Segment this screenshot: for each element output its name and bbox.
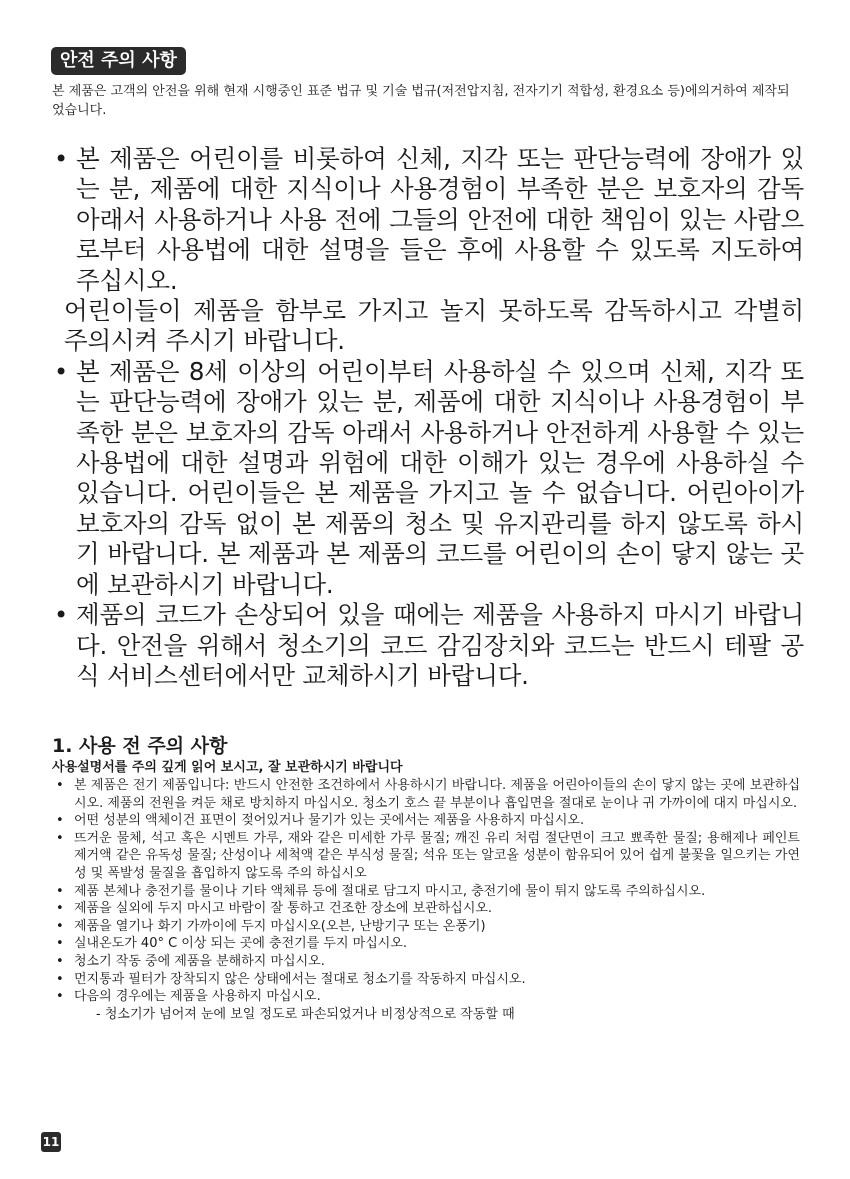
bullet-icon: • — [56, 830, 64, 846]
bullet-icon: • — [54, 357, 68, 386]
list-item — [52, 900, 800, 918]
section-title: 1. 사용 전 주의 사항 — [52, 735, 228, 757]
bullet-text: 본 제품은 8세 이상의 어린이부터 사용하실 수 있으며 신체, 지각 또는 판단능력에 장애가 있는 분, 제품에 대한 지식이나 사용경험이 부족한 분은 보호자의 감독 아래서 사용하거나 안전하게 사용할 수 있는 사용법에 대한 설명과 위험에 대한 이해가 있는 경우에 사용하실 수 있습니다. 어린이들은 본 제품을 가지고 놀 수 없습니다. 어린아이가 보호자의 감독 없이 본 제품의 청소 및 유지관리를 하지 않도록 하시기 바랍니다. 본 제품과 본 제품의 코드를 어린이의 손이 닿지 않는 곳에 보관하시기 바랍니다. — [76, 356, 804, 599]
bullet-icon: • — [56, 953, 64, 969]
item-text: 뜨거운 물체, 석고 혹은 시멘트 가루, 재와 같은 미세한 가루 물질; 깨진 유리 처럼 절단면이 크고 뾰족한 물질; 용해제나 페인트 제거액 같은 유독성 물질; 산성이나 세척액 같은 부식성 물질; 석유 또는 알코올 성분이 함유되어 있어 쉽게 불꽃을 일으키는 가연성 및 폭발성 물질을 흡입하지 않도록 주의 하십시오 — [74, 830, 800, 881]
bullet-icon: • — [56, 778, 64, 793]
bullet-text: 제품의 코드가 손상되어 있을 때에는 제품을 사용하지 마시기 바랍니다. 안전을 위해서 청소기의 코드 감김장치와 코드는 반드시 테팔 공식 서비스센터에서만 교체하시기 바랍니다. — [76, 600, 804, 690]
list-item — [52, 830, 800, 883]
bullet-icon: • — [56, 971, 64, 987]
item-text: 실내온도가 40° C 이상 되는 곳에 충전기를 두지 마십시오. — [74, 936, 408, 952]
bullet-text: 본 제품은 어린이를 비롯하여 신체, 지각 또는 판단능력에 장애가 있는 분, 제품에 대한 지식이나 사용경험이 부족한 분은 보호자의 감독 아래서 사용하거나 사용 전에 그들의 안전에 대한 책임이 있는 사람으로부터 사용법에 대한 설명을 들은 후에 사용할 수 있도록 지도하여 주십시오. — [76, 144, 804, 295]
intro-paragraph: 본 제품은 고객의 안전을 위해 현재 시행중인 표준 법규 및 기술 법규(저전압지침, 전자기기 적합성, 환경요소 등)에의거하여 제작되었습니다. — [52, 84, 790, 118]
list-item — [52, 935, 800, 953]
list-item — [52, 918, 800, 936]
bullet-icon: • — [56, 918, 64, 934]
item-text: 본 제품은 전기 제품입니다: 반드시 안전한 조건하에서 사용하시기 바랍니다. 제품을 어린아이들의 손이 닿지 않는 곳에 보관하십시오. 제품의 전원을 켜둔 채로 방치하지 마십시오. 청소기 호스 끝 부분이나 흡입면을 절대로 눈이나 귀 가까이에 대지 마십시오. — [74, 778, 800, 811]
list-item — [52, 357, 804, 600]
item-text: 제품을 열기나 화기 가까이에 두지 마십시오(오븐, 난방기구 또는 온풍기) — [74, 918, 486, 934]
list-item — [52, 144, 804, 357]
bullet-icon: • — [56, 901, 64, 917]
item-text: 제품을 실외에 두지 마시고 바람이 잘 통하고 건조한 장소에 보관하십시오. — [74, 901, 493, 917]
item-text: 어떤 성분의 액체이건 표면이 젖어있거나 물기가 있는 곳에서는 제품을 사용하지 마십시오. — [74, 813, 585, 829]
bullet-icon: • — [56, 883, 64, 899]
bullet-icon: • — [56, 936, 64, 952]
safety-bullet-list — [52, 144, 804, 691]
bullet-icon: • — [54, 145, 68, 173]
supervision-paragraph: 어린이들이 제품을 함부로 가지고 놀지 못하도록 감독하시고 각별히 주의시켜 주시기 바랍니다. — [64, 296, 804, 356]
item-text: 청소기 작동 중에 제품을 분해하지 마십시오. — [74, 953, 325, 969]
list-item — [52, 812, 800, 830]
list-item — [52, 953, 800, 971]
section-header-badge: 안전 주의 사항 — [51, 47, 186, 75]
section-subtitle: 사용설명서를 주의 깊게 읽어 보시고, 잘 보관하시기 바랍니다 — [52, 760, 403, 775]
bullet-icon: • — [54, 601, 68, 630]
bullet-icon: • — [56, 989, 64, 1005]
list-item — [52, 988, 800, 1006]
list-item — [52, 600, 804, 691]
item-text: 제품 본체나 충전기를 물이나 기타 액체류 등에 절대로 담그지 마시고, 충전기에 물이 튀지 않도록 주의하십시오. — [74, 883, 706, 899]
list-item — [52, 883, 800, 901]
item-text: 먼지통과 필터가 장착되지 않은 상태에서는 절대로 청소기를 작동하지 마십시오. — [74, 971, 526, 987]
list-item — [52, 971, 800, 989]
list-item — [52, 1006, 800, 1024]
sub-item-text: - 청소기가 넘어져 눈에 보일 정도로 파손되었거나 비정상적으로 작동할 때 — [96, 1006, 515, 1022]
item-text: 다음의 경우에는 제품을 사용하지 마십시오. — [74, 989, 321, 1005]
precaution-list — [52, 777, 800, 1023]
bullet-icon: • — [56, 813, 64, 829]
page-number: 11 — [41, 1132, 61, 1152]
list-item — [52, 777, 800, 812]
